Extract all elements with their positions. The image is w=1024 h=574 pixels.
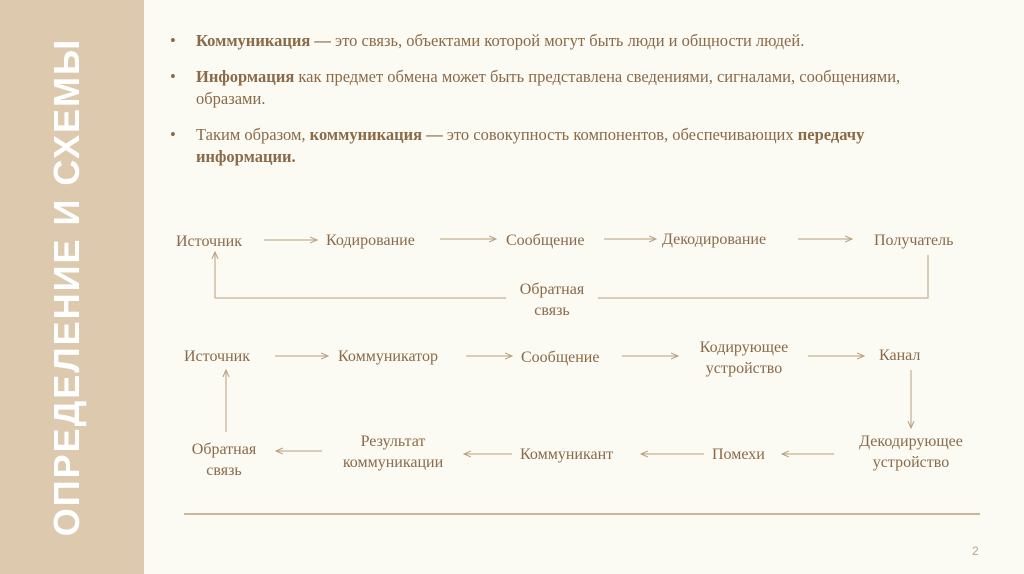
d2-communicator: Коммуникатор [338, 348, 438, 365]
d2-encoder-line2: устройство [705, 360, 783, 377]
d2-channel: Канал [879, 347, 921, 364]
d2-encoder-line1: Кодирующее [699, 339, 789, 356]
feedback-line-right [598, 255, 928, 298]
d2-communicant: Коммуникант [520, 446, 614, 463]
d1-coding: Кодирование [326, 232, 415, 249]
d2-source: Источник [184, 348, 250, 365]
d2-feedback-line1: Обратная [191, 441, 257, 458]
page-number: 2 [972, 544, 979, 558]
d2-decoder-line2: устройство [872, 454, 950, 471]
d2-feedback-line2: связь [206, 462, 242, 479]
d2-decoder [840, 431, 982, 473]
d1-receiver: Получатель [874, 232, 954, 249]
d1-source: Источник [176, 233, 242, 250]
definition-communication: • Коммуникация — это связь, объектами которой могут быть люди и общности людей. [170, 30, 930, 52]
sidebar-title: ОПРЕДЕЛЕНИЕ И СХЕМЫ [46, 37, 87, 537]
d2-noise: Помехи [712, 446, 765, 463]
d1-message: Сообщение [506, 232, 585, 249]
d2-result [326, 431, 460, 473]
d2-message: Сообщение [521, 349, 600, 366]
d2-feedback [180, 439, 268, 481]
definition-conclusion: • Таким образом, коммуникация — это совокупность компонентов, обеспечивающих передачу информации. [170, 124, 930, 168]
d1-decoding: Декодирование [662, 231, 767, 248]
feedback-line-left [215, 252, 506, 298]
d1-feedback-line2: связь [534, 302, 570, 319]
d2-result-line1: Результат [360, 433, 426, 450]
definition-information: • Информация как предмет обмена может быть представлена сведениями, сигналами, сообщениями, образами. [170, 66, 930, 110]
d2-result-line2: коммуникации [342, 454, 444, 471]
d1-feedback [508, 279, 596, 321]
d1-feedback-line1: Обратная [519, 281, 585, 298]
d2-decoder-line1: Декодирующее [859, 433, 963, 450]
d2-encoder [682, 337, 806, 379]
